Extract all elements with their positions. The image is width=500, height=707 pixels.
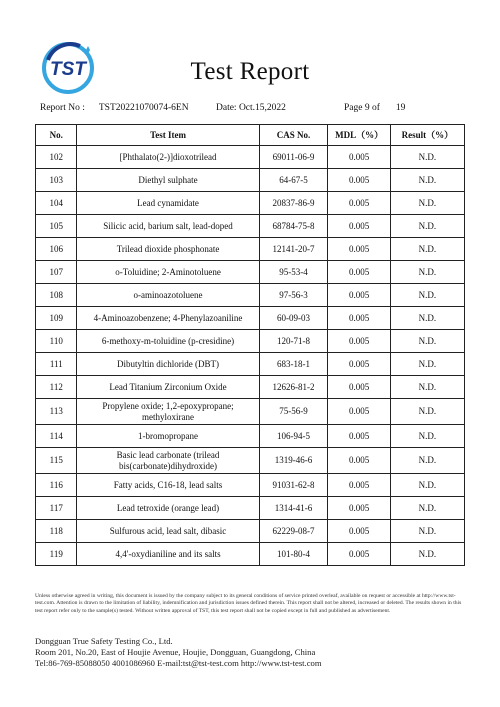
cell-cas-no: 120-71-8 xyxy=(259,330,328,353)
cell-test-item: Propylene oxide; 1,2-epoxypropane; methyloxirane xyxy=(77,399,259,425)
cell-result: N.D. xyxy=(390,520,464,543)
table-row xyxy=(36,376,465,399)
cell-mdl: 0.005 xyxy=(328,474,390,497)
table-row xyxy=(36,261,465,284)
col-cas-header: CAS No. xyxy=(259,125,328,146)
cell-mdl: 0.005 xyxy=(328,330,390,353)
cell-test-item: Dibutyltin dichloride (DBT) xyxy=(77,353,259,376)
table-row xyxy=(36,399,465,425)
cell-mdl: 0.005 xyxy=(328,146,390,169)
cell-no: 111 xyxy=(36,353,77,376)
company-name: Dongguan True Safety Testing Co., Ltd. xyxy=(35,636,173,646)
cell-no: 116 xyxy=(36,474,77,497)
table-row xyxy=(36,543,465,566)
cell-test-item: Lead Titanium Zirconium Oxide xyxy=(77,376,259,399)
cell-result: N.D. xyxy=(390,353,464,376)
cell-no: 119 xyxy=(36,543,77,566)
cell-mdl: 0.005 xyxy=(328,497,390,520)
cell-result: N.D. xyxy=(390,169,464,192)
company-info xyxy=(35,636,475,670)
table-row xyxy=(36,520,465,543)
cell-mdl: 0.005 xyxy=(328,520,390,543)
cell-result: N.D. xyxy=(390,474,464,497)
cell-cas-no: 20837-86-9 xyxy=(259,192,328,215)
cell-result: N.D. xyxy=(390,448,464,474)
cell-test-item: [Phthalato(2-)]dioxotrilead xyxy=(77,146,259,169)
table-row xyxy=(36,215,465,238)
cell-result: N.D. xyxy=(390,543,464,566)
cell-mdl: 0.005 xyxy=(328,215,390,238)
table-row xyxy=(36,425,465,448)
cell-no: 107 xyxy=(36,261,77,284)
cell-test-item: Sulfurous acid, lead salt, dibasic xyxy=(77,520,259,543)
cell-result: N.D. xyxy=(390,399,464,425)
cell-result: N.D. xyxy=(390,261,464,284)
cell-test-item: Diethyl sulphate xyxy=(77,169,259,192)
cell-no: 117 xyxy=(36,497,77,520)
results-table xyxy=(35,124,465,566)
cell-result: N.D. xyxy=(390,215,464,238)
cell-no: 113 xyxy=(36,399,77,425)
cell-cas-no: 95-53-4 xyxy=(259,261,328,284)
cell-mdl: 0.005 xyxy=(328,261,390,284)
cell-no: 102 xyxy=(36,146,77,169)
page-label: Page 9 of xyxy=(344,103,380,113)
cell-result: N.D. xyxy=(390,376,464,399)
cell-no: 108 xyxy=(36,284,77,307)
cell-result: N.D. xyxy=(390,284,464,307)
page-total: 19 xyxy=(395,103,406,113)
cell-result: N.D. xyxy=(390,192,464,215)
col-result-header: Result（%） xyxy=(390,125,464,146)
cell-test-item: Lead tetroxide (orange lead) xyxy=(77,497,259,520)
cell-no: 110 xyxy=(36,330,77,353)
cell-cas-no: 101-80-4 xyxy=(259,543,328,566)
table-row xyxy=(36,353,465,376)
cell-cas-no: 60-09-03 xyxy=(259,307,328,330)
report-date: Date: Oct.15,2022 xyxy=(216,103,286,113)
cell-no: 104 xyxy=(36,192,77,215)
report-number-value: TST20221070074-6EN xyxy=(98,103,189,113)
cell-no: 112 xyxy=(36,376,77,399)
report-number xyxy=(40,103,189,113)
cell-mdl: 0.005 xyxy=(328,425,390,448)
cell-test-item: Trilead dioxide phosphonate xyxy=(77,238,259,261)
table-row xyxy=(36,284,465,307)
cell-cas-no: 75-56-9 xyxy=(259,399,328,425)
cell-test-item: Lead cynamidate xyxy=(77,192,259,215)
cell-no: 105 xyxy=(36,215,77,238)
cell-result: N.D. xyxy=(390,330,464,353)
table-row xyxy=(36,192,465,215)
cell-test-item: o-aminoazotoluene xyxy=(77,284,259,307)
table-row xyxy=(36,169,465,192)
cell-result: N.D. xyxy=(390,425,464,448)
cell-cas-no: 1319-46-6 xyxy=(259,448,328,474)
cell-test-item: 4,4'-oxydianiline and its salts xyxy=(77,543,259,566)
cell-result: N.D. xyxy=(390,238,464,261)
cell-cas-no: 69011-06-9 xyxy=(259,146,328,169)
cell-cas-no: 12626-81-2 xyxy=(259,376,328,399)
cell-no: 114 xyxy=(36,425,77,448)
cell-result: N.D. xyxy=(390,497,464,520)
cell-test-item: Fatty acids, C16-18, lead salts xyxy=(77,474,259,497)
cell-no: 109 xyxy=(36,307,77,330)
cell-mdl: 0.005 xyxy=(328,399,390,425)
cell-test-item: 1-bromopropane xyxy=(77,425,259,448)
table-row xyxy=(36,146,465,169)
company-contact: Tel:86-769-85088050 4001086960 E-mail:tst@tst-test.com http://www.tst-test.com xyxy=(35,658,322,669)
cell-cas-no: 97-56-3 xyxy=(259,284,328,307)
col-no-header: No. xyxy=(36,125,77,146)
disclaimer-text: Unless otherwise agreed in writing, this document is issued by the company subject to its general conditions of service printed overleaf, available on request or accessible at http://www.tst-test.com. Attention is drawn to the limitation of liability, indemnification and jurisdiction issues defined therein. This report shall not be altered, increased or deleted. The results shown in this test report refer only to the sample(s) tested. Without written approval of TST, this test report shall not be copied except in full and published as advertisement. xyxy=(35,593,462,614)
cell-cas-no: 683-18-1 xyxy=(259,353,328,376)
cell-no: 103 xyxy=(36,169,77,192)
cell-mdl: 0.005 xyxy=(328,307,390,330)
report-number-label: Report No : xyxy=(40,103,85,113)
company-address: Room 201, No.20, East of Houjie Avenue, Houjie, Dongguan, Guangdong, China xyxy=(35,647,316,658)
cell-test-item: 4-Aminoazobenzene; 4-Phenylazoaniline xyxy=(77,307,259,330)
cell-cas-no: 62229-08-7 xyxy=(259,520,328,543)
cell-cas-no: 68784-75-8 xyxy=(259,215,328,238)
cell-mdl: 0.005 xyxy=(328,284,390,307)
table-row xyxy=(36,474,465,497)
col-mdl-header: MDL（%） xyxy=(328,125,390,146)
cell-result: N.D. xyxy=(390,307,464,330)
cell-cas-no: 106-94-5 xyxy=(259,425,328,448)
cell-mdl: 0.005 xyxy=(328,169,390,192)
cell-test-item: o-Toluidine; 2-Aminotoluene xyxy=(77,261,259,284)
table-row xyxy=(36,448,465,474)
table-header-row xyxy=(36,125,465,146)
cell-mdl: 0.005 xyxy=(328,238,390,261)
cell-cas-no: 12141-20-7 xyxy=(259,238,328,261)
cell-cas-no: 64-67-5 xyxy=(259,169,328,192)
cell-no: 106 xyxy=(36,238,77,261)
cell-cas-no: 1314-41-6 xyxy=(259,497,328,520)
cell-mdl: 0.005 xyxy=(328,448,390,474)
cell-test-item: Silicic acid, barium salt, lead-doped xyxy=(77,215,259,238)
svg-text:TST: TST xyxy=(50,59,86,80)
cell-no: 115 xyxy=(36,448,77,474)
table-row xyxy=(36,307,465,330)
page-indicator xyxy=(344,103,405,113)
cell-result: N.D. xyxy=(390,146,464,169)
report-title: Test Report xyxy=(190,58,310,85)
cell-mdl: 0.005 xyxy=(328,353,390,376)
table-row xyxy=(36,238,465,261)
cell-mdl: 0.005 xyxy=(328,376,390,399)
cell-no: 118 xyxy=(36,520,77,543)
cell-test-item: 6-methoxy-m-toluidine (p-cresidine) xyxy=(77,330,259,353)
cell-test-item: Basic lead carbonate (trilead bis(carbonate)dihydroxide) xyxy=(77,448,259,474)
cell-mdl: 0.005 xyxy=(328,192,390,215)
cell-cas-no: 91031-62-8 xyxy=(259,474,328,497)
col-test-item-header: Test Item xyxy=(77,125,259,146)
table-row xyxy=(36,330,465,353)
table-row xyxy=(36,497,465,520)
cell-mdl: 0.005 xyxy=(328,543,390,566)
